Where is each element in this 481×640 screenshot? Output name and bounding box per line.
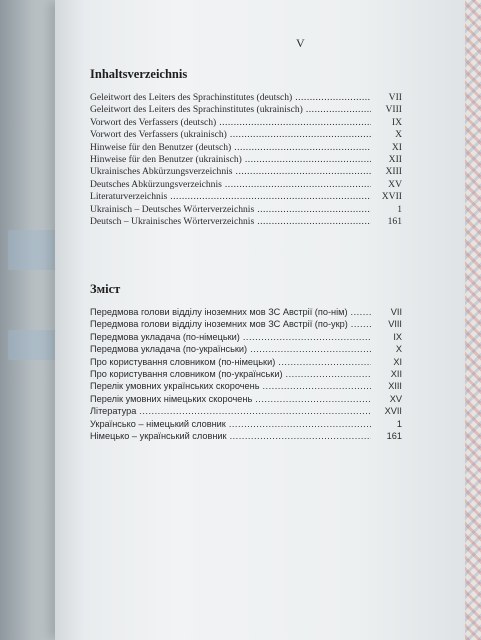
toc-entry-page: IX [391,116,402,128]
toc-entry-page: XIII [385,166,402,178]
toc-entry [90,204,402,216]
toc-dot-leader [139,405,371,417]
toc-entry-title: Українсько – німецький словник [90,418,226,429]
toc-dot-leader [230,129,371,141]
toc-entry-page: XI [391,141,402,153]
toc-entry-page: XV [388,178,402,190]
toc-entry-page: 1 [396,418,402,429]
toc-entry [90,380,402,392]
toc-dot-leader [278,356,371,368]
toc-entry [90,393,402,405]
toc-entry-title: Deutsch – Ukrainisches Wörterverzeichnis [90,215,255,227]
toc-entry-page: XVII [381,191,402,203]
toc-entry-page: X [395,344,402,355]
toc-entry-title: Ukrainisch – Deutsches Wörterverzeichnis [90,203,255,215]
toc-entry [90,430,402,442]
toc-dot-leader [250,343,371,355]
toc-entry [90,166,402,178]
toc-dot-leader [219,117,371,129]
toc-entry-title: Передмова голови відділу іноземних мов ЗС Австрії (по-укр) [90,319,348,330]
toc-dot-leader [263,380,372,392]
toc-dot-leader [255,393,371,405]
toc-list-german [90,92,402,228]
toc-entry-page: VII [388,92,402,103]
toc-dot-leader [257,204,371,216]
toc-entry [90,92,402,104]
toc-entry [90,405,402,417]
toc-dot-leader [170,191,371,203]
toc-dot-leader [245,154,371,166]
toc-entry-page: VIII [385,104,402,116]
toc-dot-leader [351,318,371,330]
toc-dot-leader [230,430,371,442]
toc-entry-title: Vorwort des Verfassers (deutsch) [90,116,217,128]
toc-dot-leader [286,368,371,380]
toc-entry-title: Передмова голови відділу іноземних мов ЗС Австрії (по-нім) [90,307,348,317]
toc-entry-title: Передмова укладача (по-німецьки) [90,331,240,342]
toc-entry-page: XV [389,393,402,404]
toc-entry [90,142,402,154]
toc-dot-leader [295,92,371,104]
toc-entry [90,331,402,343]
toc-dot-leader [234,142,371,154]
toc-entry-title: Перелік умовних німецьких скорочень [90,393,253,404]
toc-entry [90,104,402,116]
toc-entry [90,318,402,330]
toc-entry-page: 161 [387,215,402,227]
toc-dot-leader [236,166,371,178]
toc-heading-german: Inhaltsverzeichnis [90,67,188,81]
toc-dot-leader [306,104,371,116]
toc-entry [90,368,402,380]
toc-entry-title: Про користування словником (по-німецьки) [90,356,276,367]
toc-list-ukrainian [90,306,402,442]
toc-entry-title: Geleitwort des Leiters des Sprachinstitutes (deutsch) [90,92,293,103]
toc-entry-page: XIII [388,381,402,392]
toc-dot-leader [243,331,371,343]
toc-dot-leader [225,179,371,191]
toc-entry [90,356,402,368]
toc-entry-page: IX [393,331,402,342]
toc-entry [90,306,402,318]
toc-entry-page: XII [390,368,402,379]
toc-entry-title: Ukrainisches Abkürzungsverzeichnis [90,166,233,178]
toc-entry-title: Про користування словником (по-українськи) [90,368,283,379]
toc-entry-title: Vorwort des Verfassers (ukrainisch) [90,129,227,141]
toc-entry-title: Німецько – український словник [90,430,227,441]
toc-entry-title: Hinweise für den Benutzer (ukrainisch) [90,153,242,165]
toc-entry-title: Deutsches Abkürzungsverzeichnis [90,178,222,190]
toc-entry-title: Literaturverzeichnis [90,191,168,203]
toc-entry-page: 1 [397,203,402,215]
toc-heading-ukrainian: Зміст [90,282,121,296]
toc-entry-title: Geleitwort des Leiters des Sprachinstitutes (ukrainisch) [90,104,303,116]
toc-entry [90,343,402,355]
toc-entry-page: 161 [386,430,402,441]
toc-entry-title: Література [90,406,137,417]
toc-entry [90,179,402,191]
toc-dot-leader [229,418,371,430]
toc-entry-page: XII [388,153,402,165]
toc-entry-title: Hinweise für den Benutzer (deutsch) [90,141,232,153]
toc-entry [90,418,402,430]
toc-entry-title: Перелік умовних українських скорочень [90,381,260,392]
toc-entry [90,216,402,228]
toc-entry-page: XVII [384,406,402,417]
page-number: V [296,36,305,50]
toc-entry-page: X [395,129,402,141]
toc-entry [90,129,402,141]
toc-entry [90,154,402,166]
toc-entry-page: VIII [388,319,402,330]
toc-entry [90,117,402,129]
toc-entry [90,191,402,203]
toc-entry-page: VII [390,307,402,317]
toc-dot-leader [351,306,371,318]
toc-entry-page: XI [393,356,402,367]
toc-entry-title: Передмова укладача (по-українськи) [90,344,248,355]
toc-dot-leader [257,216,371,228]
